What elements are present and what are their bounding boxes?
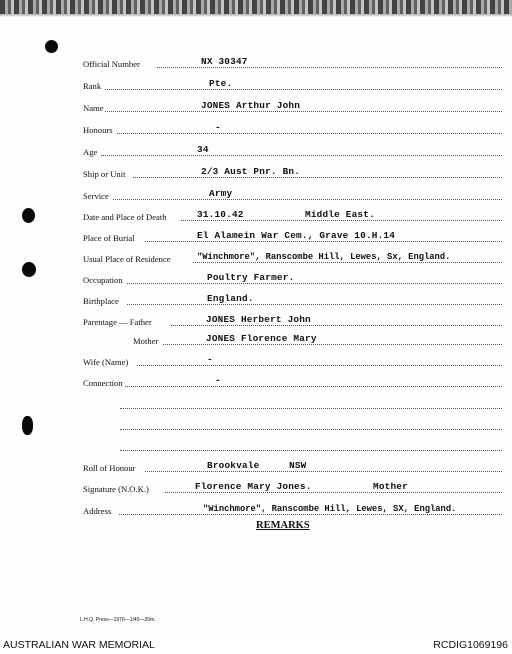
dotted-line [125,386,502,387]
footer-institution: AUSTRALIAN WAR MEMORIAL [3,639,155,651]
value-honours: - [215,122,221,133]
dotted-line [120,450,502,451]
label-signature: Signature (N.O.K.) [83,484,149,494]
row-official-number [83,54,502,70]
label-mother: Mother [133,336,159,346]
row-address [83,501,502,517]
dotted-line [101,155,502,156]
dotted-line [117,133,502,134]
value-address: "Winchmore", Ranscombe Hill, Lewes, SX, England. [203,504,457,514]
scan-edge-shadow [0,14,512,17]
row-father [83,312,502,328]
label-residence: Usual Place of Residence [83,254,171,264]
label-date-place-death: Date and Place of Death [83,212,167,222]
punch-hole-3 [22,262,36,277]
label-honours: Honours [83,125,113,135]
dotted-line [145,241,502,242]
value-connection: - [215,375,221,386]
footer-bar [0,637,512,654]
dotted-line [120,408,502,409]
row-place-of-burial [83,228,502,244]
label-father: Parentage — Father [83,317,152,327]
row-name [83,98,502,114]
dotted-line [127,304,502,305]
value-roll-state: NSW [289,460,307,471]
value-father: JONES Herbert John [206,314,311,325]
punch-hole-4 [22,416,33,435]
dotted-line [137,365,502,366]
value-residence: "Winchmore", Ranscombe Hill, Lewes, Sx, England. [197,252,451,262]
punch-hole-2 [22,208,35,223]
value-death-date: 31.10.42 [197,209,244,220]
dotted-line [163,344,502,345]
value-roll-of-honour: Brookvale [207,460,260,471]
value-name: JONES Arthur John [201,100,301,111]
row-rank [83,76,502,92]
label-address: Address [83,506,112,516]
blank-line [83,395,502,411]
value-signature-relation: Mother [373,481,408,492]
row-honours [83,120,502,136]
value-death-place: Middle East. [305,209,375,220]
row-service [83,186,502,202]
value-wife: - [207,354,213,365]
row-date-place-death [83,207,502,223]
value-birthplace: England. [207,293,254,304]
press-line: L.H.Q. Press—1976—1/45—20m. [80,617,156,623]
dotted-line [133,177,502,178]
dotted-line [157,67,502,68]
value-age: 34 [197,144,209,155]
label-age: Age [83,147,98,157]
value-official-number: NX 30347 [201,56,248,67]
dotted-line [105,89,502,90]
scan-edge [0,0,512,14]
label-birthplace: Birthplace [83,296,119,306]
label-rank: Rank [83,81,102,91]
blank-line [83,437,502,453]
value-service: Army [209,188,233,199]
row-ship-or-unit [83,164,502,180]
label-occupation: Occupation [83,275,123,285]
label-name: Name [83,103,104,113]
footer-record-id: RCDIG1069196 [433,639,508,651]
row-age [83,142,502,158]
row-signature [83,479,502,495]
dotted-line [165,492,502,493]
row-roll-of-honour [83,458,502,474]
row-connection [83,373,502,389]
value-place-of-burial: El Alamein War Cem., Grave 10.H.14 [197,230,396,241]
dotted-line [171,325,502,326]
label-wife: Wife (Name) [83,357,129,367]
value-occupation: Poultry Farmer. [207,272,295,283]
dotted-line [145,471,502,472]
dotted-line [193,262,502,263]
value-mother: JONES Florence Mary [206,333,317,344]
row-residence [83,249,502,265]
row-wife [83,352,502,368]
value-rank: Pte. [209,78,233,89]
label-service: Service [83,191,109,201]
label-ship-or-unit: Ship or Unit [83,169,126,179]
value-signature: Florence Mary Jones. [195,481,312,492]
dotted-line [120,429,502,430]
label-connection: Connection [83,378,123,388]
label-roll-of-honour: Roll of Honour [83,463,136,473]
blank-line [83,416,502,432]
dotted-line [181,220,502,221]
dotted-line [119,514,502,515]
remarks-heading: REMARKS [256,520,310,531]
row-mother [83,331,502,347]
value-ship-or-unit: 2/3 Aust Pnr. Bn. [201,166,301,177]
dotted-line [113,199,502,200]
label-place-of-burial: Place of Burial [83,233,135,243]
dotted-line [127,283,502,284]
dotted-line [105,111,502,112]
row-occupation [83,270,502,286]
row-birthplace [83,291,502,307]
label-official-number: Official Number [83,59,140,69]
punch-hole-1 [45,40,58,53]
